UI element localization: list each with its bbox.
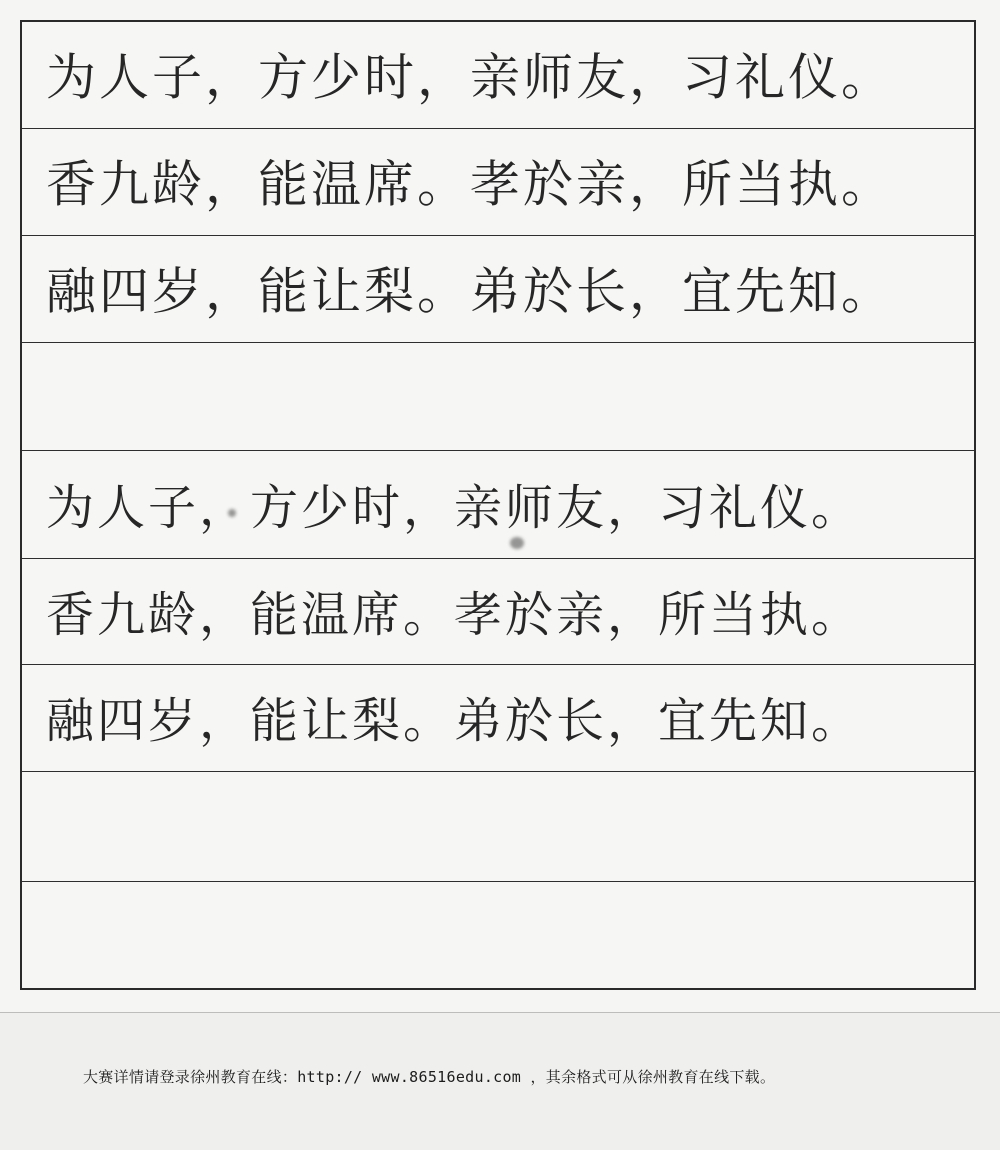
writing-row-2: [22, 129, 974, 236]
handwritten-line: 为人子，方少时，亲师友，习礼仪。: [46, 48, 894, 107]
handwritten-line: 香九龄，能温席。孝於亲，所当执。: [46, 586, 863, 643]
writing-grid: [20, 20, 976, 990]
writing-row-1: [22, 22, 974, 129]
handwritten-line: 融四岁，能让梨。弟於长，宜先知。: [46, 693, 863, 750]
writing-row-7: [22, 665, 974, 772]
handwritten-line: 香九龄，能温席。孝於亲，所当执。: [46, 155, 894, 214]
handwritten-line: 为人子，方少时，亲师友，习礼仪。: [46, 479, 863, 536]
writing-row-8: [22, 772, 974, 882]
writing-row-4: [22, 343, 974, 451]
handwritten-line: 融四岁，能让梨。弟於长，宜先知。: [46, 262, 894, 321]
footer-notice: 大赛详情请登录徐州教育在线：http:// www.86516edu.com ，其余格式可从徐州教育在线下载。: [83, 1068, 776, 1086]
ink-smudge: [510, 537, 524, 549]
writing-row-5: [22, 451, 974, 559]
writing-row-6: [22, 559, 974, 665]
footer: [0, 1013, 1000, 1150]
writing-row-9: [22, 882, 974, 988]
writing-row-3: [22, 236, 974, 343]
